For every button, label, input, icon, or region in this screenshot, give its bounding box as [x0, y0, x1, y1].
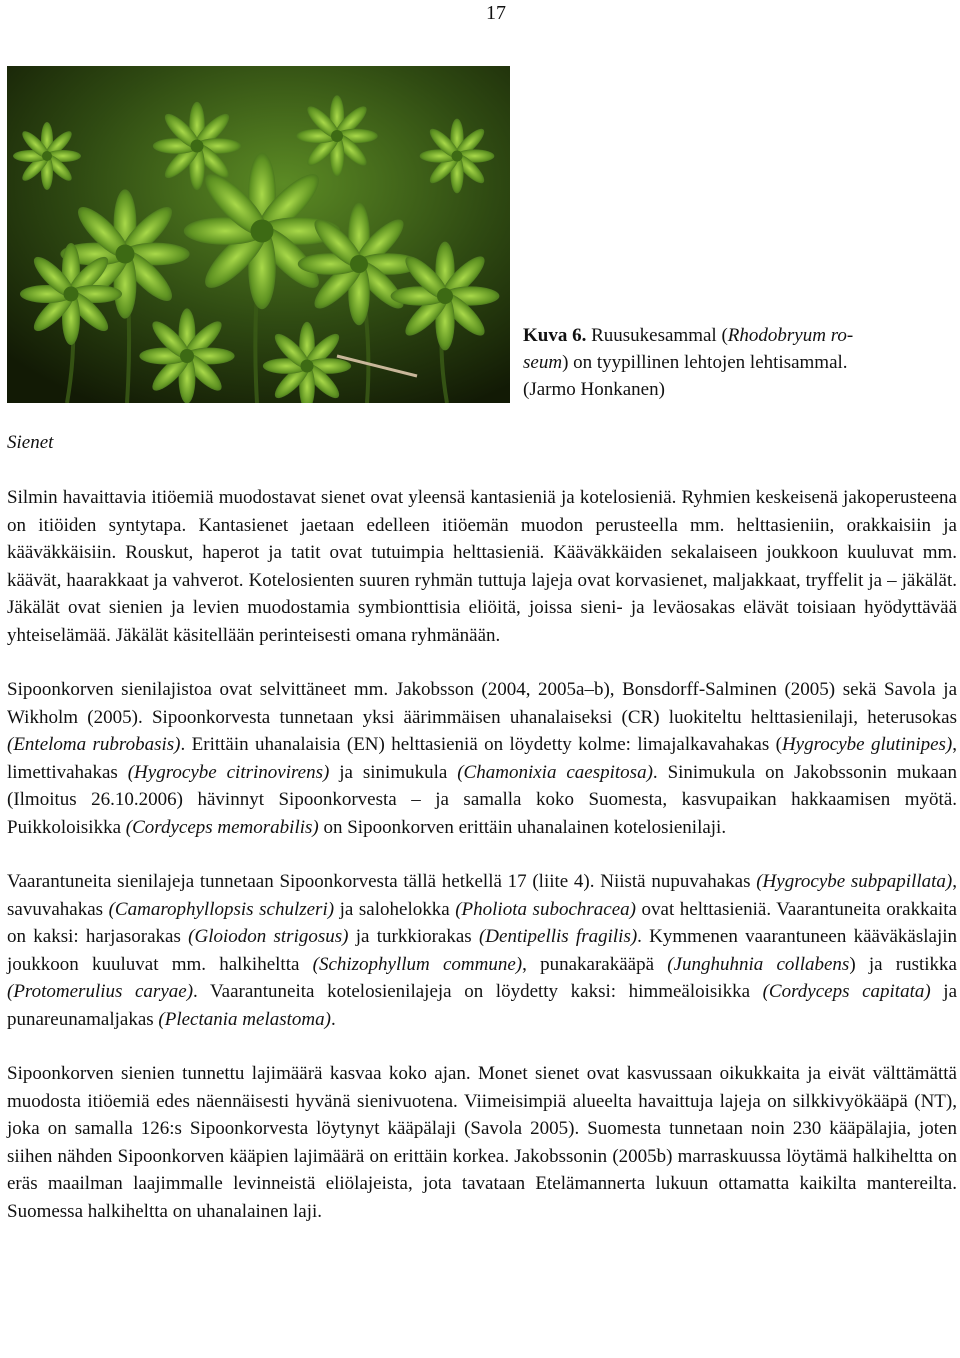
- text-run: ja turkkiorakas: [348, 926, 479, 947]
- text-run: ovat helttasieniä. Vaarantuneita orakkaita on kaksi: harjasorakas: [7, 898, 957, 947]
- text-run: , limettivahakas: [7, 734, 958, 783]
- text-run: ) ja rustikka: [849, 953, 957, 975]
- text-run: Vaarantuneita sienilajeja tunnetaan Sipoonkorvesta tällä hetkellä 17 (liite 4). Niistä nupuvahakas: [7, 871, 757, 892]
- species-name: (Junghuhnia collabens: [667, 953, 850, 975]
- text-run: ja punareunamaljakas: [7, 981, 957, 1030]
- text-run: on Sipoonkorven erittäin uhanalainen kotelosienilaji.: [318, 816, 727, 838]
- species-name: (Cordyceps capitata): [762, 981, 931, 1002]
- species-name: (Gloiodon strigosus): [188, 926, 349, 947]
- text-run: . Sinimukula on Jakobssonin mukaan (Ilmoitus 26.10.2006) hävinnyt Sipoonkorvesta – ja samalla koko Suomesta, kasvupaikan hakkaamisen myötä. Puikkoloisikka: [7, 761, 957, 838]
- species-name: (Chamonixia caespitosa): [457, 761, 653, 783]
- caption-line: Kuva 6. Ruusukesammal (Rhodobryum ro-: [523, 325, 854, 346]
- species-name: (Dentipellis fragilis): [478, 926, 638, 947]
- figure-label: Kuva 6.: [523, 325, 587, 346]
- text-run: . Kymmenen vaarantuneen kääväkäslajin joukkoon kuuluvat mm. halkiheltta: [7, 926, 958, 975]
- species-name: (Hygrocybe subpapillata): [756, 871, 953, 892]
- species-name: (Schizophyllum commune): [312, 953, 523, 975]
- text-run: . Vaarantuneita kotelosienilajeja on löydetty kaksi: himmeäloisikka: [193, 981, 763, 1002]
- paragraph: [7, 868, 957, 1033]
- paragraph: [7, 676, 957, 841]
- species-name: (Cordyceps memorabilis): [125, 816, 319, 838]
- caption-line: seum) on tyypillinen lehtojen lehtisammal.: [523, 352, 848, 373]
- section-heading: Sienet: [7, 432, 54, 453]
- text-run: Silmin havaittavia itiöemiä muodostavat sienet ovat yleensä kantasieniä ja kotelosieniä. Ryhmien keskeisenä jakoperusteena on itiöiden syntytapa. Kantasienet jaetaan edelleen itiöemän muodon perusteella mm. helttasieniin, orakkaisiin ja kääväkkäisiin. Rouskut, haperot ja tatit ovat tutuimpia helttasieniä. Kääväkkäiden sekalaiseen joukkoon kuuluvat mm. käävät, haarakkaat ja vahverot. Kotelosienten suuren ryhmän tuttuja lajeja ovat korvasienet, maljakkaat, tryffelit ja – jäkälät. Jäkälät ovat sienien ja levien muodostamia symbionttisia eliöitä, joissa sieni- ja leväosakas elävät toisiaan hyödyttävää yhteiselämää. Jäkälät käsitellään perinteisesti omana ryhmänään.: [7, 487, 957, 646]
- text-run: .: [330, 1008, 336, 1030]
- caption-line: (Jarmo Honkanen): [523, 379, 665, 400]
- text-run: Sipoonkorven sienien tunnettu lajimäärä kasvaa koko ajan. Monet sienet ovat kasvussaan oikukkaita ja eivät välttämättä muodosta itiöemiä edes näennäisesti hyvänä sienivuotena. Viimeisimpiä alueelta havaittuja lajeja on silkkivyökääpä (NT), joka on samalla 126:s Sipoonkorvesta löytynyt kääpälaji (Savola 2005). Suomesta tunnetaan noin 230 kääpälajia, joten siihen nähden Sipoonkorven kääpien lajimäärä on erittäin korkea. Jakobssonin (2005b) marraskuussa löytämä halkiheltta on eräs maailman laajimmalle levinneistä eliölajeista, jota tavataan Etelämannerta lukuun ottamatta kaikilta mantereilta. Suomessa halkiheltta on uhanalainen laji.: [7, 1063, 957, 1222]
- page-number: 17: [486, 2, 506, 24]
- text-run: . Erittäin uhanalaisia (EN) helttasieniä on löydetty kolme: limajalkavahakas (: [180, 734, 782, 755]
- species-name: (Plectania melastoma): [158, 1008, 331, 1030]
- text-run: ja sinimukula: [329, 761, 458, 783]
- text-run: Sipoonkorven sienilajistoa ovat selvittäneet mm. Jakobsson (2004, 2005a–b), Bonsdorff-Salminen (2005) sekä Savola ja Wikholm (2005). Sipoonkorvesta tunnetaan yksi äärimmäisen uhanalaiseksi (CR) luokiteltu helttasienilaji, heterusokas: [7, 679, 957, 728]
- body-text: [7, 484, 957, 1225]
- paragraph: [7, 1060, 957, 1225]
- species-name: (Protomerulius caryae): [7, 981, 194, 1002]
- species-name: (Hygrocybe citrinovirens): [127, 761, 330, 783]
- paragraph: [7, 484, 957, 649]
- figure-caption: [523, 322, 953, 403]
- moss-photo: [7, 66, 510, 403]
- species-name: (Camarophyllopsis schulzeri): [108, 898, 335, 920]
- text-run: ja salohelokka: [334, 898, 456, 920]
- species-name: (Pholiota subochracea): [455, 898, 636, 920]
- species-name: Hygrocybe glutinipes): [781, 734, 953, 755]
- text-run: , savuvahakas: [7, 871, 958, 920]
- text-run: , punakarakääpä: [522, 953, 668, 975]
- species-name: (Enteloma rubrobasis): [7, 734, 181, 755]
